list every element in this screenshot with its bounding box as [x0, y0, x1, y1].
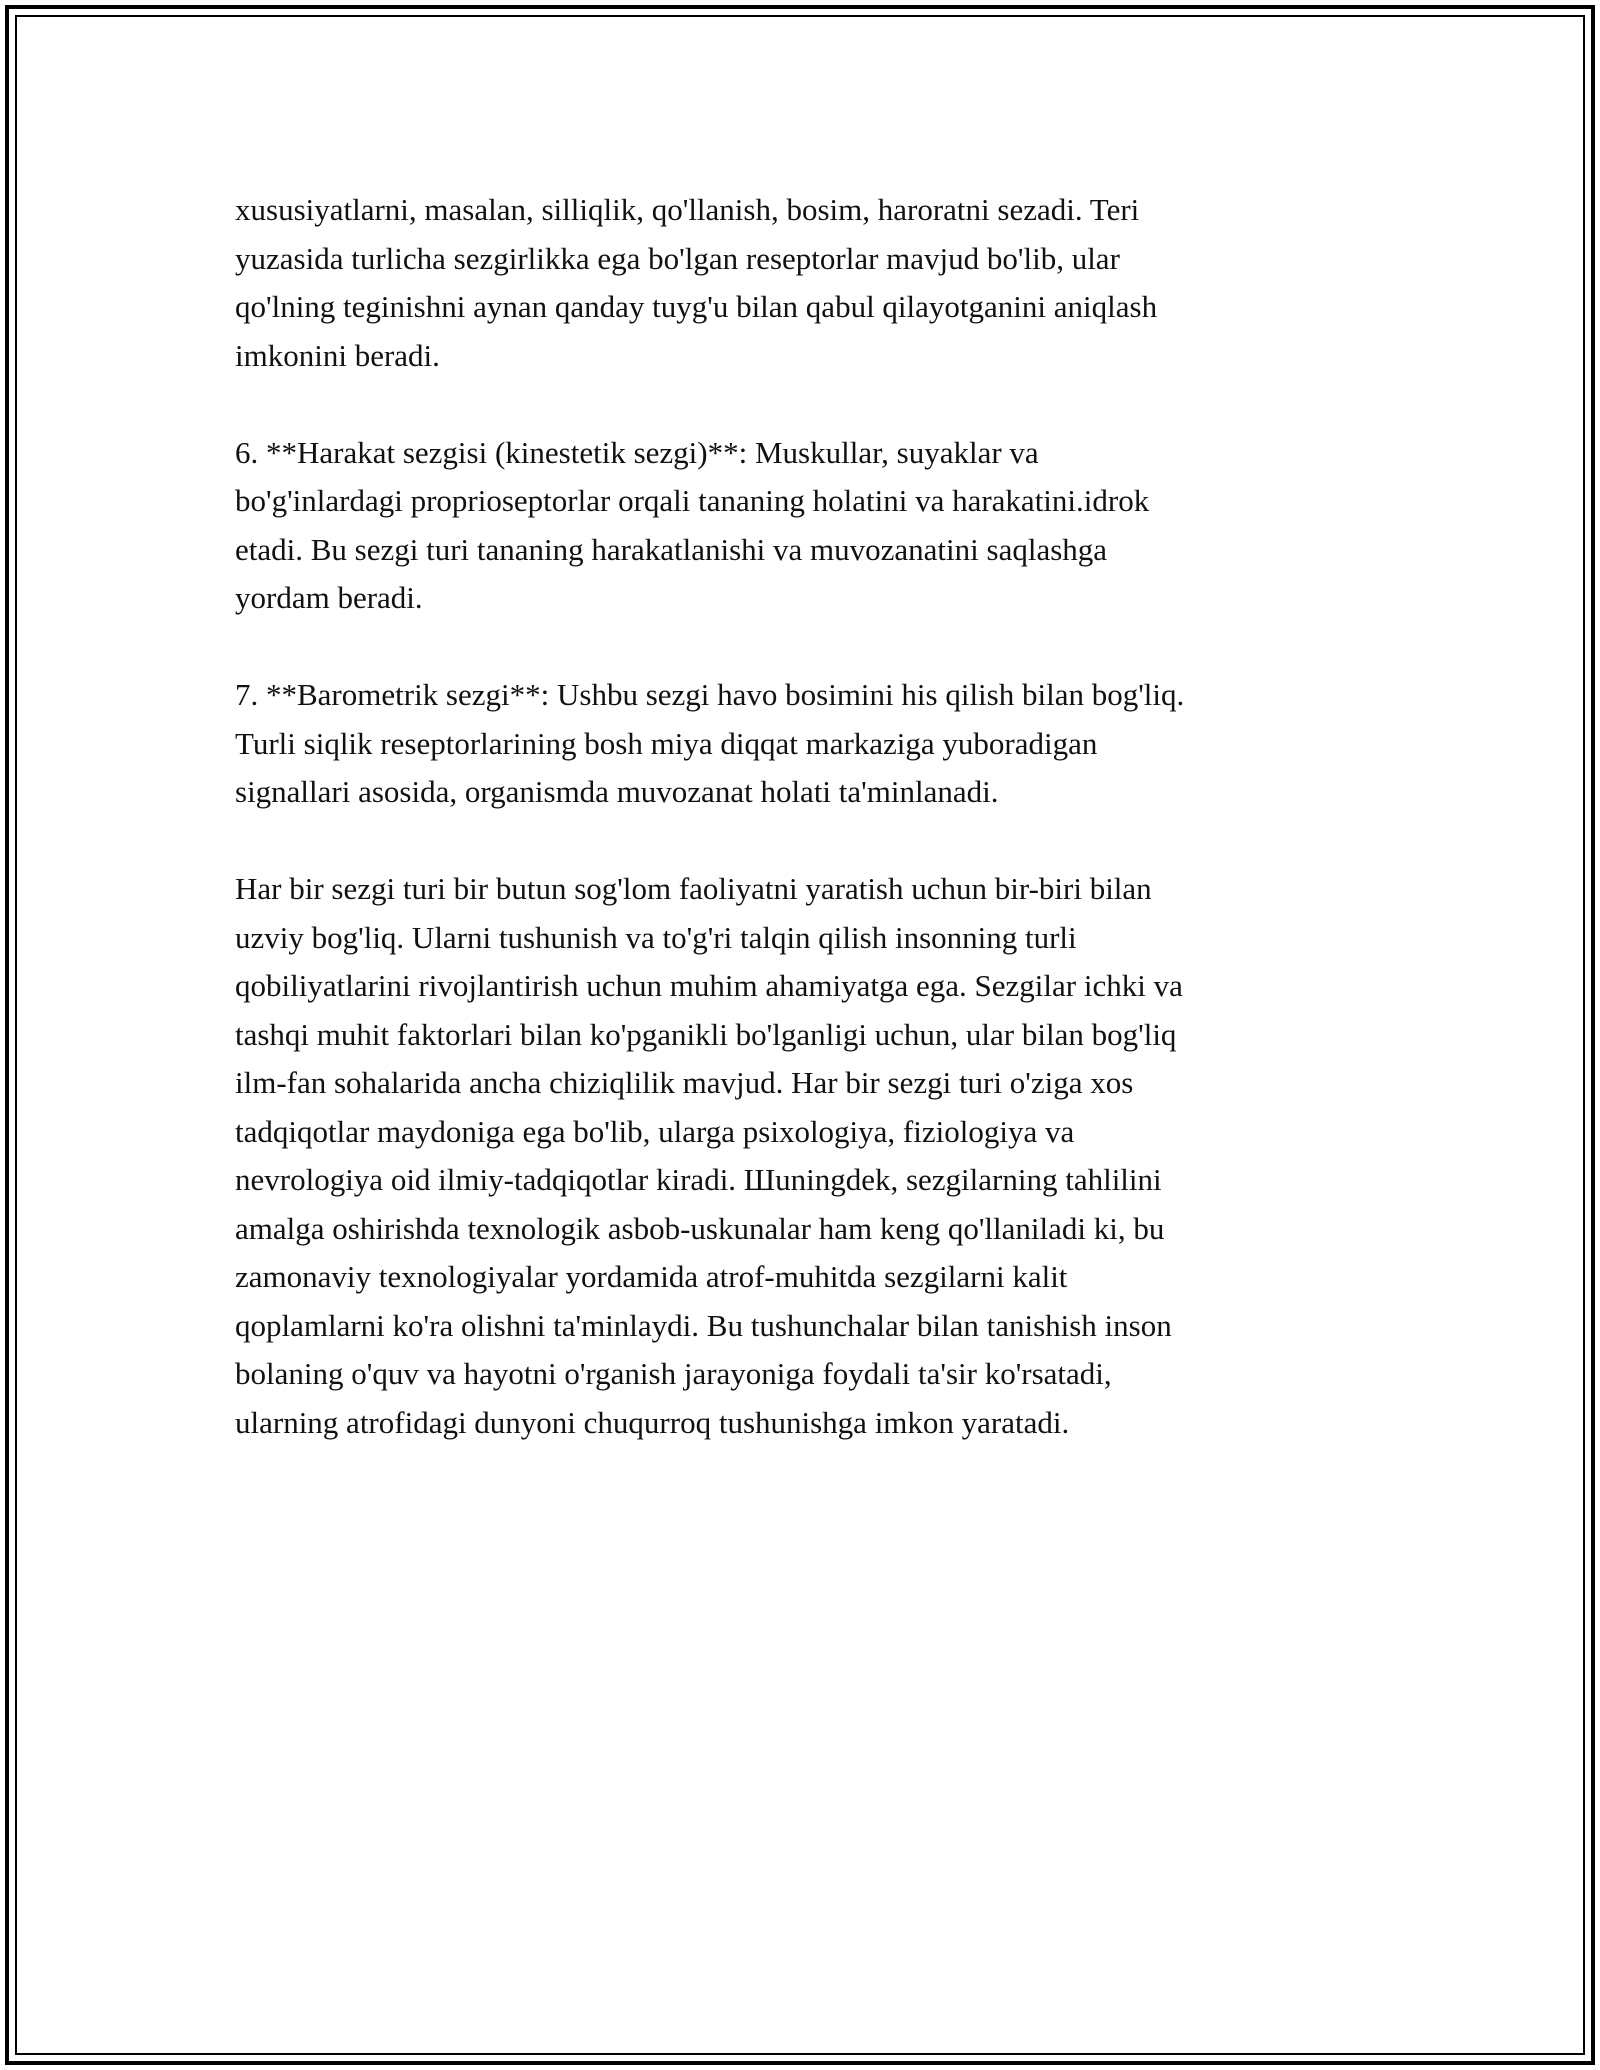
text-line: bolaning o'quv va hayotni o'rganish jarayoniga foydali ta'sir ko'rsatadi,: [235, 1356, 1112, 1391]
text-line: Har bir sezgi turi bir butun sog'lom faoliyatni yaratish uchun bir-biri bilan: [235, 871, 1152, 906]
text-line: tashqi muhit faktorlari bilan ko'pganikli bo'lganligi uchun, ular bilan bog'liq: [235, 1016, 1177, 1052]
paragraph-barometric-sense: [235, 671, 1365, 817]
text-line: bo'g'inlardagi proprioseptorlar orqali tananing holatini va harakatini.idrok: [235, 483, 1150, 518]
text-line: zamonaviy texnologiyalar yordamida atrof-muhitda sezgilarni kalit: [235, 1259, 1068, 1294]
text-line: Turli siqlik reseptorlarining bosh miya diqqat markaziga yuboradigan: [235, 725, 1098, 761]
paragraph-touch-continued: [235, 186, 1365, 380]
text-line: amalga oshirishda texnologik asbob-uskunalar ham keng qo'llaniladi ki, bu: [235, 1210, 1165, 1246]
text-line: qoplamlarni ko'ra olishni ta'minlaydi. Bu tushunchalar bilan tanishish inson: [235, 1307, 1172, 1343]
text-line: yordam beradi.: [235, 580, 423, 615]
text-line: etadi. Bu sezgi turi tananing harakatlanishi va muvozanatini saqlashga: [235, 531, 1108, 567]
text-line: uzviy bog'liq. Ularni tushunish va to'g'ri talqin qilish insonning turli: [235, 919, 1077, 955]
text-line: xususiyatlarni, masalan, silliqlik, qo'llanish, bosim, haroratni sezadi. Teri: [235, 192, 1140, 227]
text-line: signallari asosida, organismda muvozanat holati ta'minlanadi.: [235, 774, 999, 809]
text-line: yuzasida turlicha sezgirlikka ega bo'lgan reseptorlar mavjud bo'lib, ular: [235, 240, 1120, 276]
text-line: tadqiqotlar maydoniga ega bo'lib, ularga psixologiya, fiziologiya va: [235, 1113, 1075, 1149]
text-line: qo'lning teginishni aynan qanday tuyg'u bilan qabul qilayotganini aniqlash: [235, 289, 1158, 324]
text-line: ilm-fan sohalarida ancha chiziqlilik mavjud. Har bir sezgi turi o'ziga xos: [235, 1065, 1134, 1100]
text-line: nevrologiya oid ilmiy-tadqiqotlar kiradi. Шuningdek, sezgilarning tahlilini: [235, 1162, 1162, 1197]
paragraph-conclusion: [235, 865, 1365, 1447]
paragraph-kinesthetic-sense: [235, 429, 1365, 623]
text-line: imkonini beradi.: [235, 337, 440, 373]
text-line: ularning atrofidagi dunyoni chuqurroq tushunishga imkon yaratadi.: [235, 1404, 1070, 1440]
text-line: qobiliyatlarini rivojlantirish uchun muhim ahamiyatga ega. Sezgilar ichki va: [235, 968, 1183, 1003]
text-line: 6. **Harakat sezgisi (kinestetik sezgi)**: Muskullar, suyaklar va: [235, 434, 1039, 470]
document-body: [235, 186, 1365, 1447]
text-line: 7. **Barometrik sezgi**: Ushbu sezgi havo bosimini his qilish bilan bog'liq.: [235, 677, 1185, 712]
